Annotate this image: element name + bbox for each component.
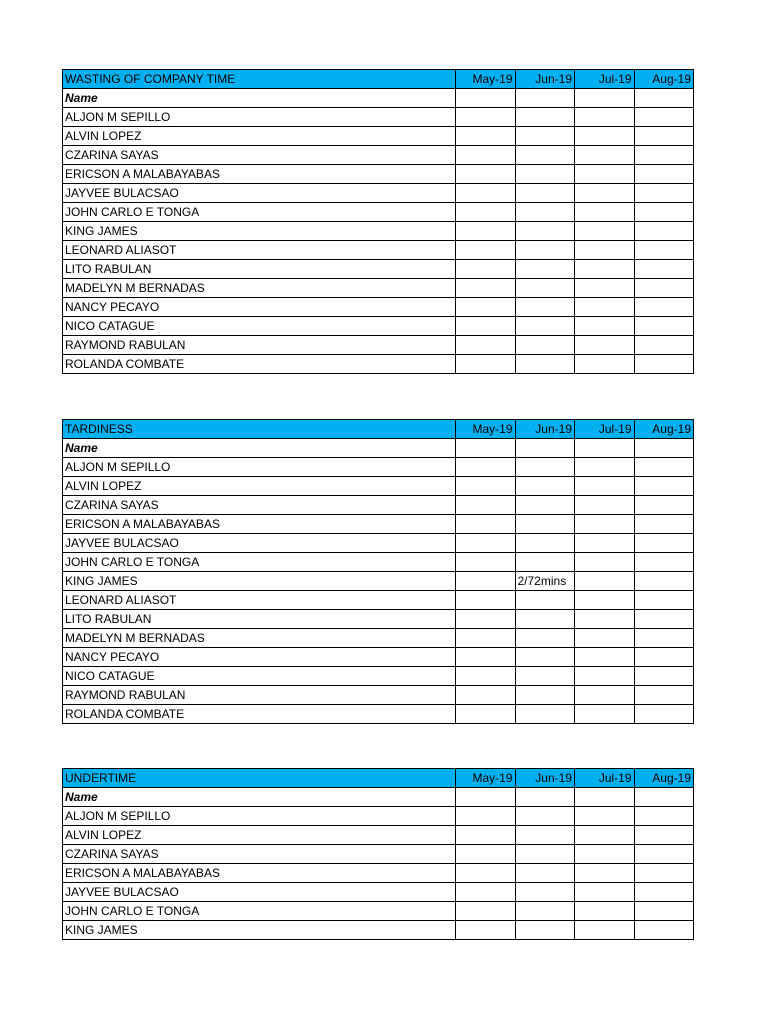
employee-name-cell[interactable]: NANCY PECAYO bbox=[63, 648, 456, 667]
employee-row bbox=[63, 807, 694, 826]
employee-row bbox=[63, 515, 694, 534]
month-value-cell[interactable] bbox=[634, 496, 694, 515]
month-value-cell[interactable] bbox=[634, 648, 694, 667]
month-value-cell[interactable] bbox=[515, 146, 575, 165]
month-value-cell[interactable] bbox=[575, 648, 635, 667]
month-value-cell[interactable] bbox=[456, 336, 516, 355]
month-value-cell[interactable] bbox=[634, 807, 694, 826]
month-value-cell[interactable] bbox=[456, 883, 516, 902]
month-value-cell[interactable] bbox=[575, 515, 635, 534]
month-value-cell[interactable] bbox=[456, 203, 516, 222]
employee-row bbox=[63, 184, 694, 203]
employee-row bbox=[63, 260, 694, 279]
employee-name-cell[interactable]: KING JAMES bbox=[63, 572, 456, 591]
month-value-cell[interactable] bbox=[634, 553, 694, 572]
month-value-cell[interactable] bbox=[515, 826, 575, 845]
empty-cell[interactable] bbox=[634, 439, 694, 458]
month-value-cell[interactable] bbox=[515, 108, 575, 127]
month-value-cell[interactable] bbox=[634, 458, 694, 477]
wasting-time-table bbox=[62, 69, 694, 374]
employee-name-cell[interactable]: ALJON M SEPILLO bbox=[63, 807, 456, 826]
month-value-cell[interactable] bbox=[456, 355, 516, 374]
section-header-row bbox=[63, 70, 694, 89]
month-value-cell[interactable] bbox=[634, 260, 694, 279]
employee-name-cell[interactable]: ERICSON A MALABAYABAS bbox=[63, 864, 456, 883]
month-value-cell[interactable] bbox=[634, 317, 694, 336]
month-value-cell[interactable] bbox=[456, 553, 516, 572]
month-value-cell[interactable] bbox=[634, 108, 694, 127]
employee-row bbox=[63, 336, 694, 355]
section-title[interactable]: TARDINESS bbox=[63, 420, 456, 439]
month-value-cell[interactable] bbox=[456, 667, 516, 686]
month-value-cell[interactable] bbox=[634, 705, 694, 724]
employee-name-cell[interactable]: ALVIN LOPEZ bbox=[63, 477, 456, 496]
month-value-cell[interactable] bbox=[456, 572, 516, 591]
employee-name-cell[interactable]: ERICSON A MALABAYABAS bbox=[63, 165, 456, 184]
name-column-header[interactable]: Name bbox=[63, 89, 456, 108]
employee-row bbox=[63, 629, 694, 648]
month-value-cell[interactable] bbox=[456, 705, 516, 724]
empty-cell[interactable] bbox=[575, 89, 635, 108]
month-value-cell[interactable] bbox=[456, 165, 516, 184]
month-value-cell[interactable] bbox=[456, 184, 516, 203]
month-value-cell[interactable] bbox=[634, 667, 694, 686]
month-value-cell[interactable] bbox=[575, 279, 635, 298]
employee-name-cell[interactable]: JOHN CARLO E TONGA bbox=[63, 203, 456, 222]
month-value-cell[interactable] bbox=[515, 705, 575, 724]
employee-row bbox=[63, 496, 694, 515]
section-header-row bbox=[63, 420, 694, 439]
month-value-cell[interactable] bbox=[634, 203, 694, 222]
month-value-cell[interactable] bbox=[634, 883, 694, 902]
month-value-cell[interactable] bbox=[456, 317, 516, 336]
month-value-cell[interactable] bbox=[575, 260, 635, 279]
employee-row bbox=[63, 203, 694, 222]
month-value-cell[interactable] bbox=[456, 127, 516, 146]
employee-name-cell[interactable]: ROLANDA COMBATE bbox=[63, 705, 456, 724]
month-value-cell[interactable] bbox=[634, 298, 694, 317]
employee-row bbox=[63, 864, 694, 883]
employee-name-cell[interactable]: LITO RABULAN bbox=[63, 260, 456, 279]
employee-row bbox=[63, 553, 694, 572]
employee-row bbox=[63, 477, 694, 496]
month-value-cell[interactable] bbox=[575, 458, 635, 477]
month-value-cell[interactable] bbox=[634, 222, 694, 241]
month-value-cell[interactable] bbox=[456, 298, 516, 317]
month-header-cell[interactable]: Aug-19 bbox=[634, 70, 694, 89]
name-column-header[interactable]: Name bbox=[63, 439, 456, 458]
employee-row bbox=[63, 921, 694, 940]
month-value-cell[interactable] bbox=[456, 534, 516, 553]
month-header-cell[interactable]: Jul-19 bbox=[575, 70, 635, 89]
month-value-cell[interactable] bbox=[575, 629, 635, 648]
month-value-cell[interactable] bbox=[515, 260, 575, 279]
month-value-cell[interactable] bbox=[575, 591, 635, 610]
empty-cell[interactable] bbox=[456, 439, 516, 458]
month-value-cell[interactable] bbox=[634, 826, 694, 845]
month-value-cell[interactable] bbox=[634, 127, 694, 146]
employee-row bbox=[63, 591, 694, 610]
employee-name-cell[interactable]: ALVIN LOPEZ bbox=[63, 127, 456, 146]
month-header-cell[interactable]: Jun-19 bbox=[515, 70, 575, 89]
month-value-cell[interactable] bbox=[456, 845, 516, 864]
month-value-cell[interactable] bbox=[456, 591, 516, 610]
month-value-cell[interactable] bbox=[456, 864, 516, 883]
month-value-cell[interactable] bbox=[515, 591, 575, 610]
month-value-cell[interactable] bbox=[575, 667, 635, 686]
month-value-cell[interactable] bbox=[575, 184, 635, 203]
empty-cell[interactable] bbox=[634, 788, 694, 807]
month-value-cell[interactable] bbox=[634, 146, 694, 165]
month-value-cell[interactable] bbox=[634, 921, 694, 940]
month-value-cell[interactable] bbox=[456, 807, 516, 826]
month-value-cell[interactable] bbox=[456, 496, 516, 515]
month-value-cell[interactable] bbox=[575, 336, 635, 355]
month-value-cell[interactable] bbox=[575, 572, 635, 591]
employee-row bbox=[63, 883, 694, 902]
empty-cell[interactable] bbox=[515, 439, 575, 458]
name-header-row bbox=[63, 788, 694, 807]
month-value-cell[interactable] bbox=[575, 203, 635, 222]
month-value-cell[interactable] bbox=[634, 864, 694, 883]
employee-row bbox=[63, 298, 694, 317]
month-value-cell[interactable] bbox=[575, 355, 635, 374]
month-header-cell[interactable]: Jul-19 bbox=[575, 420, 635, 439]
month-value-cell[interactable] bbox=[515, 203, 575, 222]
employee-row bbox=[63, 705, 694, 724]
month-value-cell[interactable] bbox=[515, 648, 575, 667]
month-value-cell[interactable] bbox=[575, 864, 635, 883]
employee-name-cell[interactable]: JAYVEE BULACSAO bbox=[63, 883, 456, 902]
month-value-cell[interactable] bbox=[634, 477, 694, 496]
month-value-cell[interactable] bbox=[575, 146, 635, 165]
month-value-cell[interactable] bbox=[456, 222, 516, 241]
month-value-cell[interactable] bbox=[456, 241, 516, 260]
month-value-cell[interactable] bbox=[575, 317, 635, 336]
month-value-cell[interactable] bbox=[515, 222, 575, 241]
employee-name-cell[interactable]: NANCY PECAYO bbox=[63, 298, 456, 317]
month-value-cell[interactable] bbox=[575, 241, 635, 260]
month-value-cell[interactable] bbox=[634, 686, 694, 705]
employee-row bbox=[63, 127, 694, 146]
month-header-cell[interactable]: Aug-19 bbox=[634, 420, 694, 439]
tardiness-table bbox=[62, 419, 694, 724]
month-value-cell[interactable] bbox=[515, 477, 575, 496]
employee-name-cell[interactable]: ROLANDA COMBATE bbox=[63, 355, 456, 374]
employee-row bbox=[63, 146, 694, 165]
month-value-cell[interactable] bbox=[456, 826, 516, 845]
month-header-cell[interactable]: May-19 bbox=[456, 70, 516, 89]
employee-name-cell[interactable]: JAYVEE BULACSAO bbox=[63, 534, 456, 553]
month-value-cell[interactable] bbox=[575, 826, 635, 845]
month-value-cell[interactable] bbox=[515, 298, 575, 317]
employee-name-cell[interactable]: LEONARD ALIASOT bbox=[63, 241, 456, 260]
month-value-cell[interactable] bbox=[515, 496, 575, 515]
employee-name-cell[interactable]: RAYMOND RABULAN bbox=[63, 686, 456, 705]
empty-cell[interactable] bbox=[575, 439, 635, 458]
month-header-cell[interactable]: Jun-19 bbox=[515, 769, 575, 788]
month-value-cell[interactable] bbox=[515, 610, 575, 629]
name-header-row bbox=[63, 439, 694, 458]
employee-row bbox=[63, 458, 694, 477]
employee-row bbox=[63, 241, 694, 260]
month-header-cell[interactable]: Jul-19 bbox=[575, 769, 635, 788]
month-value-cell[interactable] bbox=[515, 902, 575, 921]
month-value-cell[interactable] bbox=[634, 845, 694, 864]
month-value-cell[interactable] bbox=[575, 165, 635, 184]
employee-row bbox=[63, 845, 694, 864]
employee-name-cell[interactable]: LEONARD ALIASOT bbox=[63, 591, 456, 610]
month-value-cell[interactable] bbox=[515, 165, 575, 184]
employee-name-cell[interactable]: CZARINA SAYAS bbox=[63, 146, 456, 165]
employee-name-cell[interactable]: ALVIN LOPEZ bbox=[63, 826, 456, 845]
month-value-cell[interactable] bbox=[515, 807, 575, 826]
month-value-cell[interactable] bbox=[575, 108, 635, 127]
month-value-cell[interactable] bbox=[575, 686, 635, 705]
month-value-cell[interactable] bbox=[575, 807, 635, 826]
employee-name-cell[interactable]: JOHN CARLO E TONGA bbox=[63, 553, 456, 572]
employee-name-cell[interactable]: ALJON M SEPILLO bbox=[63, 458, 456, 477]
month-value-cell[interactable] bbox=[634, 591, 694, 610]
month-value-cell[interactable] bbox=[456, 260, 516, 279]
month-value-cell[interactable] bbox=[515, 336, 575, 355]
month-value-cell[interactable] bbox=[575, 553, 635, 572]
employee-row bbox=[63, 355, 694, 374]
empty-cell[interactable] bbox=[456, 788, 516, 807]
month-value-cell[interactable] bbox=[575, 534, 635, 553]
month-value-cell[interactable] bbox=[515, 864, 575, 883]
month-value-cell[interactable] bbox=[515, 845, 575, 864]
month-header-cell[interactable]: Jun-19 bbox=[515, 420, 575, 439]
employee-row bbox=[63, 572, 694, 591]
month-value-cell[interactable] bbox=[575, 496, 635, 515]
month-value-cell[interactable] bbox=[456, 108, 516, 127]
month-value-cell[interactable] bbox=[515, 127, 575, 146]
employee-name-cell[interactable]: NICO CATAGUE bbox=[63, 317, 456, 336]
employee-row bbox=[63, 534, 694, 553]
employee-name-cell[interactable]: ALJON M SEPILLO bbox=[63, 108, 456, 127]
empty-cell[interactable] bbox=[634, 89, 694, 108]
month-value-cell[interactable] bbox=[515, 921, 575, 940]
month-value-cell[interactable] bbox=[575, 298, 635, 317]
employee-name-cell[interactable]: CZARINA SAYAS bbox=[63, 496, 456, 515]
month-value-cell[interactable] bbox=[515, 458, 575, 477]
employee-row bbox=[63, 317, 694, 336]
month-value-cell[interactable] bbox=[515, 184, 575, 203]
month-value-cell[interactable] bbox=[515, 686, 575, 705]
employee-row bbox=[63, 826, 694, 845]
month-value-cell[interactable] bbox=[515, 534, 575, 553]
empty-cell[interactable] bbox=[575, 788, 635, 807]
employee-name-cell[interactable]: LITO RABULAN bbox=[63, 610, 456, 629]
employee-name-cell[interactable]: JAYVEE BULACSAO bbox=[63, 184, 456, 203]
section-header-row bbox=[63, 769, 694, 788]
empty-cell[interactable] bbox=[515, 89, 575, 108]
month-header-cell[interactable]: May-19 bbox=[456, 420, 516, 439]
section-title[interactable]: UNDERTIME bbox=[63, 769, 456, 788]
month-value-cell[interactable] bbox=[634, 241, 694, 260]
month-value-cell[interactable] bbox=[634, 336, 694, 355]
employee-name-cell[interactable]: JOHN CARLO E TONGA bbox=[63, 902, 456, 921]
month-value-cell[interactable] bbox=[456, 515, 516, 534]
month-value-cell[interactable] bbox=[456, 458, 516, 477]
employee-name-cell[interactable]: KING JAMES bbox=[63, 921, 456, 940]
month-value-cell[interactable] bbox=[575, 921, 635, 940]
month-value-cell[interactable] bbox=[634, 355, 694, 374]
month-value-cell[interactable] bbox=[456, 279, 516, 298]
employee-name-cell[interactable]: ERICSON A MALABAYABAS bbox=[63, 515, 456, 534]
employee-row bbox=[63, 610, 694, 629]
month-value-cell[interactable] bbox=[634, 515, 694, 534]
employee-name-cell[interactable]: MADELYN M BERNADAS bbox=[63, 629, 456, 648]
month-value-cell[interactable] bbox=[634, 534, 694, 553]
employee-row bbox=[63, 686, 694, 705]
month-value-cell[interactable] bbox=[634, 184, 694, 203]
month-value-cell[interactable] bbox=[515, 553, 575, 572]
month-value-cell[interactable] bbox=[456, 648, 516, 667]
employee-name-cell[interactable]: CZARINA SAYAS bbox=[63, 845, 456, 864]
employee-name-cell[interactable]: RAYMOND RABULAN bbox=[63, 336, 456, 355]
empty-cell[interactable] bbox=[456, 89, 516, 108]
month-value-cell[interactable] bbox=[634, 165, 694, 184]
employee-row bbox=[63, 165, 694, 184]
undertime-table bbox=[62, 768, 694, 940]
month-value-cell[interactable] bbox=[456, 686, 516, 705]
employee-row bbox=[63, 108, 694, 127]
month-value-cell[interactable] bbox=[515, 317, 575, 336]
employee-row bbox=[63, 667, 694, 686]
month-value-cell[interactable] bbox=[575, 127, 635, 146]
month-value-cell[interactable] bbox=[456, 902, 516, 921]
employee-row bbox=[63, 222, 694, 241]
month-value-cell[interactable] bbox=[575, 610, 635, 629]
month-value-cell[interactable] bbox=[515, 883, 575, 902]
month-value-cell[interactable] bbox=[515, 279, 575, 298]
month-value-cell[interactable] bbox=[634, 629, 694, 648]
month-value-cell[interactable] bbox=[634, 610, 694, 629]
month-value-cell[interactable] bbox=[456, 477, 516, 496]
employee-name-cell[interactable]: NICO CATAGUE bbox=[63, 667, 456, 686]
empty-cell[interactable] bbox=[515, 788, 575, 807]
month-value-cell[interactable] bbox=[515, 515, 575, 534]
month-value-cell[interactable] bbox=[634, 279, 694, 298]
month-value-cell[interactable] bbox=[515, 667, 575, 686]
month-value-cell[interactable] bbox=[575, 222, 635, 241]
name-header-row bbox=[63, 89, 694, 108]
month-value-cell[interactable] bbox=[515, 629, 575, 648]
section-title[interactable]: WASTING OF COMPANY TIME bbox=[63, 70, 456, 89]
month-value-cell[interactable] bbox=[456, 610, 516, 629]
month-value-cell[interactable] bbox=[575, 477, 635, 496]
month-value-cell[interactable] bbox=[456, 629, 516, 648]
employee-row bbox=[63, 648, 694, 667]
month-header-cell[interactable]: Aug-19 bbox=[634, 769, 694, 788]
month-value-cell[interactable] bbox=[515, 241, 575, 260]
month-header-cell[interactable]: May-19 bbox=[456, 769, 516, 788]
month-value-cell[interactable] bbox=[575, 883, 635, 902]
employee-name-cell[interactable]: MADELYN M BERNADAS bbox=[63, 279, 456, 298]
month-value-cell[interactable] bbox=[634, 572, 694, 591]
month-value-cell[interactable] bbox=[515, 355, 575, 374]
employee-name-cell[interactable]: KING JAMES bbox=[63, 222, 456, 241]
employee-row bbox=[63, 902, 694, 921]
month-value-cell[interactable] bbox=[575, 705, 635, 724]
month-value-cell[interactable] bbox=[456, 921, 516, 940]
month-value-cell[interactable] bbox=[575, 902, 635, 921]
month-value-cell[interactable] bbox=[634, 902, 694, 921]
name-column-header[interactable]: Name bbox=[63, 788, 456, 807]
month-value-cell[interactable] bbox=[456, 146, 516, 165]
month-value-cell[interactable] bbox=[575, 845, 635, 864]
month-value-cell[interactable]: 2/72mins bbox=[515, 572, 575, 591]
employee-row bbox=[63, 279, 694, 298]
